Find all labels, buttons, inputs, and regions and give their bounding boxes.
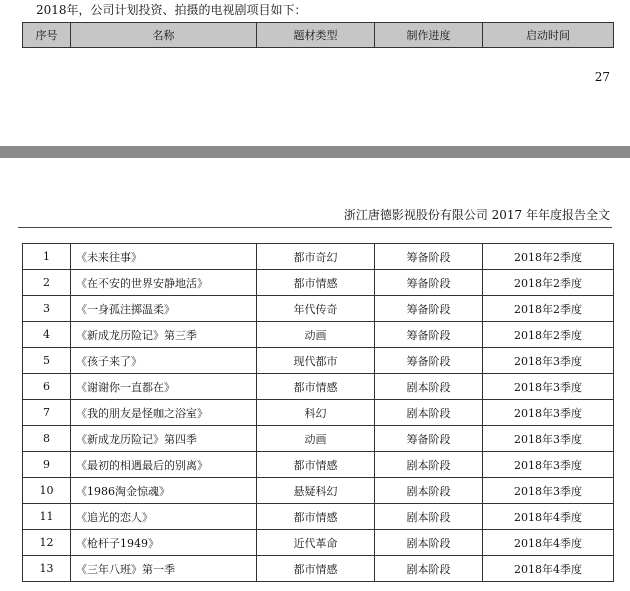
cell-genre: 近代革命 — [257, 530, 375, 556]
col-header-name: 名称 — [71, 23, 257, 48]
cell-genre: 科幻 — [257, 400, 375, 426]
projects-table — [22, 243, 614, 582]
cell-genre: 都市情感 — [257, 504, 375, 530]
table-row — [23, 270, 614, 296]
cell-progress: 筹备阶段 — [375, 348, 483, 374]
table-row — [23, 426, 614, 452]
cell-progress: 筹备阶段 — [375, 322, 483, 348]
table-row — [23, 244, 614, 270]
cell-number: 10 — [23, 478, 71, 504]
table-row — [23, 296, 614, 322]
col-header-start-time: 启动时间 — [483, 23, 614, 48]
cell-name: 《1986淘金惊魂》 — [71, 478, 257, 504]
table-row — [23, 374, 614, 400]
cell-genre: 现代都市 — [257, 348, 375, 374]
cell-name: 《孩子来了》 — [71, 348, 257, 374]
cell-genre: 都市情感 — [257, 270, 375, 296]
cell-start-time: 2018年3季度 — [483, 374, 614, 400]
cell-name: 《谢谢你一直都在》 — [71, 374, 257, 400]
cell-progress: 筹备阶段 — [375, 296, 483, 322]
cell-genre: 都市情感 — [257, 374, 375, 400]
cell-number: 2 — [23, 270, 71, 296]
header-rule — [18, 227, 612, 228]
cell-start-time: 2018年3季度 — [483, 348, 614, 374]
table-row — [23, 322, 614, 348]
cell-genre: 都市情感 — [257, 556, 375, 582]
cell-number: 3 — [23, 296, 71, 322]
cell-name: 《在不安的世界安静地活》 — [71, 270, 257, 296]
cell-progress: 剧本阶段 — [375, 478, 483, 504]
cell-progress: 筹备阶段 — [375, 426, 483, 452]
page-number: 27 — [594, 70, 610, 84]
cell-progress: 剧本阶段 — [375, 452, 483, 478]
cell-start-time: 2018年3季度 — [483, 400, 614, 426]
intro-text: 2018年，公司计划投资、拍摄的电视剧项目如下： — [36, 3, 307, 17]
cell-start-time: 2018年4季度 — [483, 504, 614, 530]
cell-genre: 悬疑科幻 — [257, 478, 375, 504]
cell-genre: 动画 — [257, 322, 375, 348]
cell-start-time: 2018年2季度 — [483, 270, 614, 296]
cell-number: 6 — [23, 374, 71, 400]
cell-genre: 都市奇幻 — [257, 244, 375, 270]
col-header-number: 序号 — [23, 23, 71, 48]
cell-name: 《未来往事》 — [71, 244, 257, 270]
cell-number: 13 — [23, 556, 71, 582]
cell-number: 4 — [23, 322, 71, 348]
cell-progress: 筹备阶段 — [375, 244, 483, 270]
cell-name: 《最初的相遇最后的别离》 — [71, 452, 257, 478]
cell-name: 《一身孤注掷温柔》 — [71, 296, 257, 322]
cell-progress: 剧本阶段 — [375, 400, 483, 426]
cell-name: 《三年八班》第一季 — [71, 556, 257, 582]
running-header: 浙江唐德影视股份有限公司 2017 年年度报告全文 — [343, 208, 610, 222]
table-row — [23, 348, 614, 374]
cell-progress: 剧本阶段 — [375, 530, 483, 556]
cell-number: 5 — [23, 348, 71, 374]
table-row — [23, 504, 614, 530]
page-break-bar — [0, 146, 630, 158]
cell-progress: 筹备阶段 — [375, 270, 483, 296]
cell-start-time: 2018年2季度 — [483, 322, 614, 348]
cell-name: 《我的朋友是怪咖之浴室》 — [71, 400, 257, 426]
cell-number: 8 — [23, 426, 71, 452]
table-row — [23, 530, 614, 556]
cell-start-time: 2018年4季度 — [483, 530, 614, 556]
col-header-progress: 制作进度 — [375, 23, 483, 48]
col-header-genre: 题材类型 — [257, 23, 375, 48]
header-row — [23, 23, 614, 48]
cell-progress: 剧本阶段 — [375, 504, 483, 530]
cell-number: 11 — [23, 504, 71, 530]
cell-name: 《枪杆子1949》 — [71, 530, 257, 556]
cell-name: 《新成龙历险记》第四季 — [71, 426, 257, 452]
table-row — [23, 478, 614, 504]
projects-table-header — [22, 22, 614, 48]
cell-number: 9 — [23, 452, 71, 478]
cell-name: 《新成龙历险记》第三季 — [71, 322, 257, 348]
cell-start-time: 2018年3季度 — [483, 452, 614, 478]
cell-start-time: 2018年3季度 — [483, 478, 614, 504]
cell-name: 《追光的恋人》 — [71, 504, 257, 530]
cell-number: 7 — [23, 400, 71, 426]
cell-number: 12 — [23, 530, 71, 556]
cell-genre: 年代传奇 — [257, 296, 375, 322]
cell-start-time: 2018年2季度 — [483, 244, 614, 270]
cell-start-time: 2018年2季度 — [483, 296, 614, 322]
table-row — [23, 556, 614, 582]
cell-genre: 动画 — [257, 426, 375, 452]
cell-start-time: 2018年4季度 — [483, 556, 614, 582]
table-row — [23, 452, 614, 478]
cell-number: 1 — [23, 244, 71, 270]
table-row — [23, 400, 614, 426]
cell-progress: 剧本阶段 — [375, 556, 483, 582]
cell-start-time: 2018年3季度 — [483, 426, 614, 452]
cell-progress: 剧本阶段 — [375, 374, 483, 400]
cell-genre: 都市情感 — [257, 452, 375, 478]
